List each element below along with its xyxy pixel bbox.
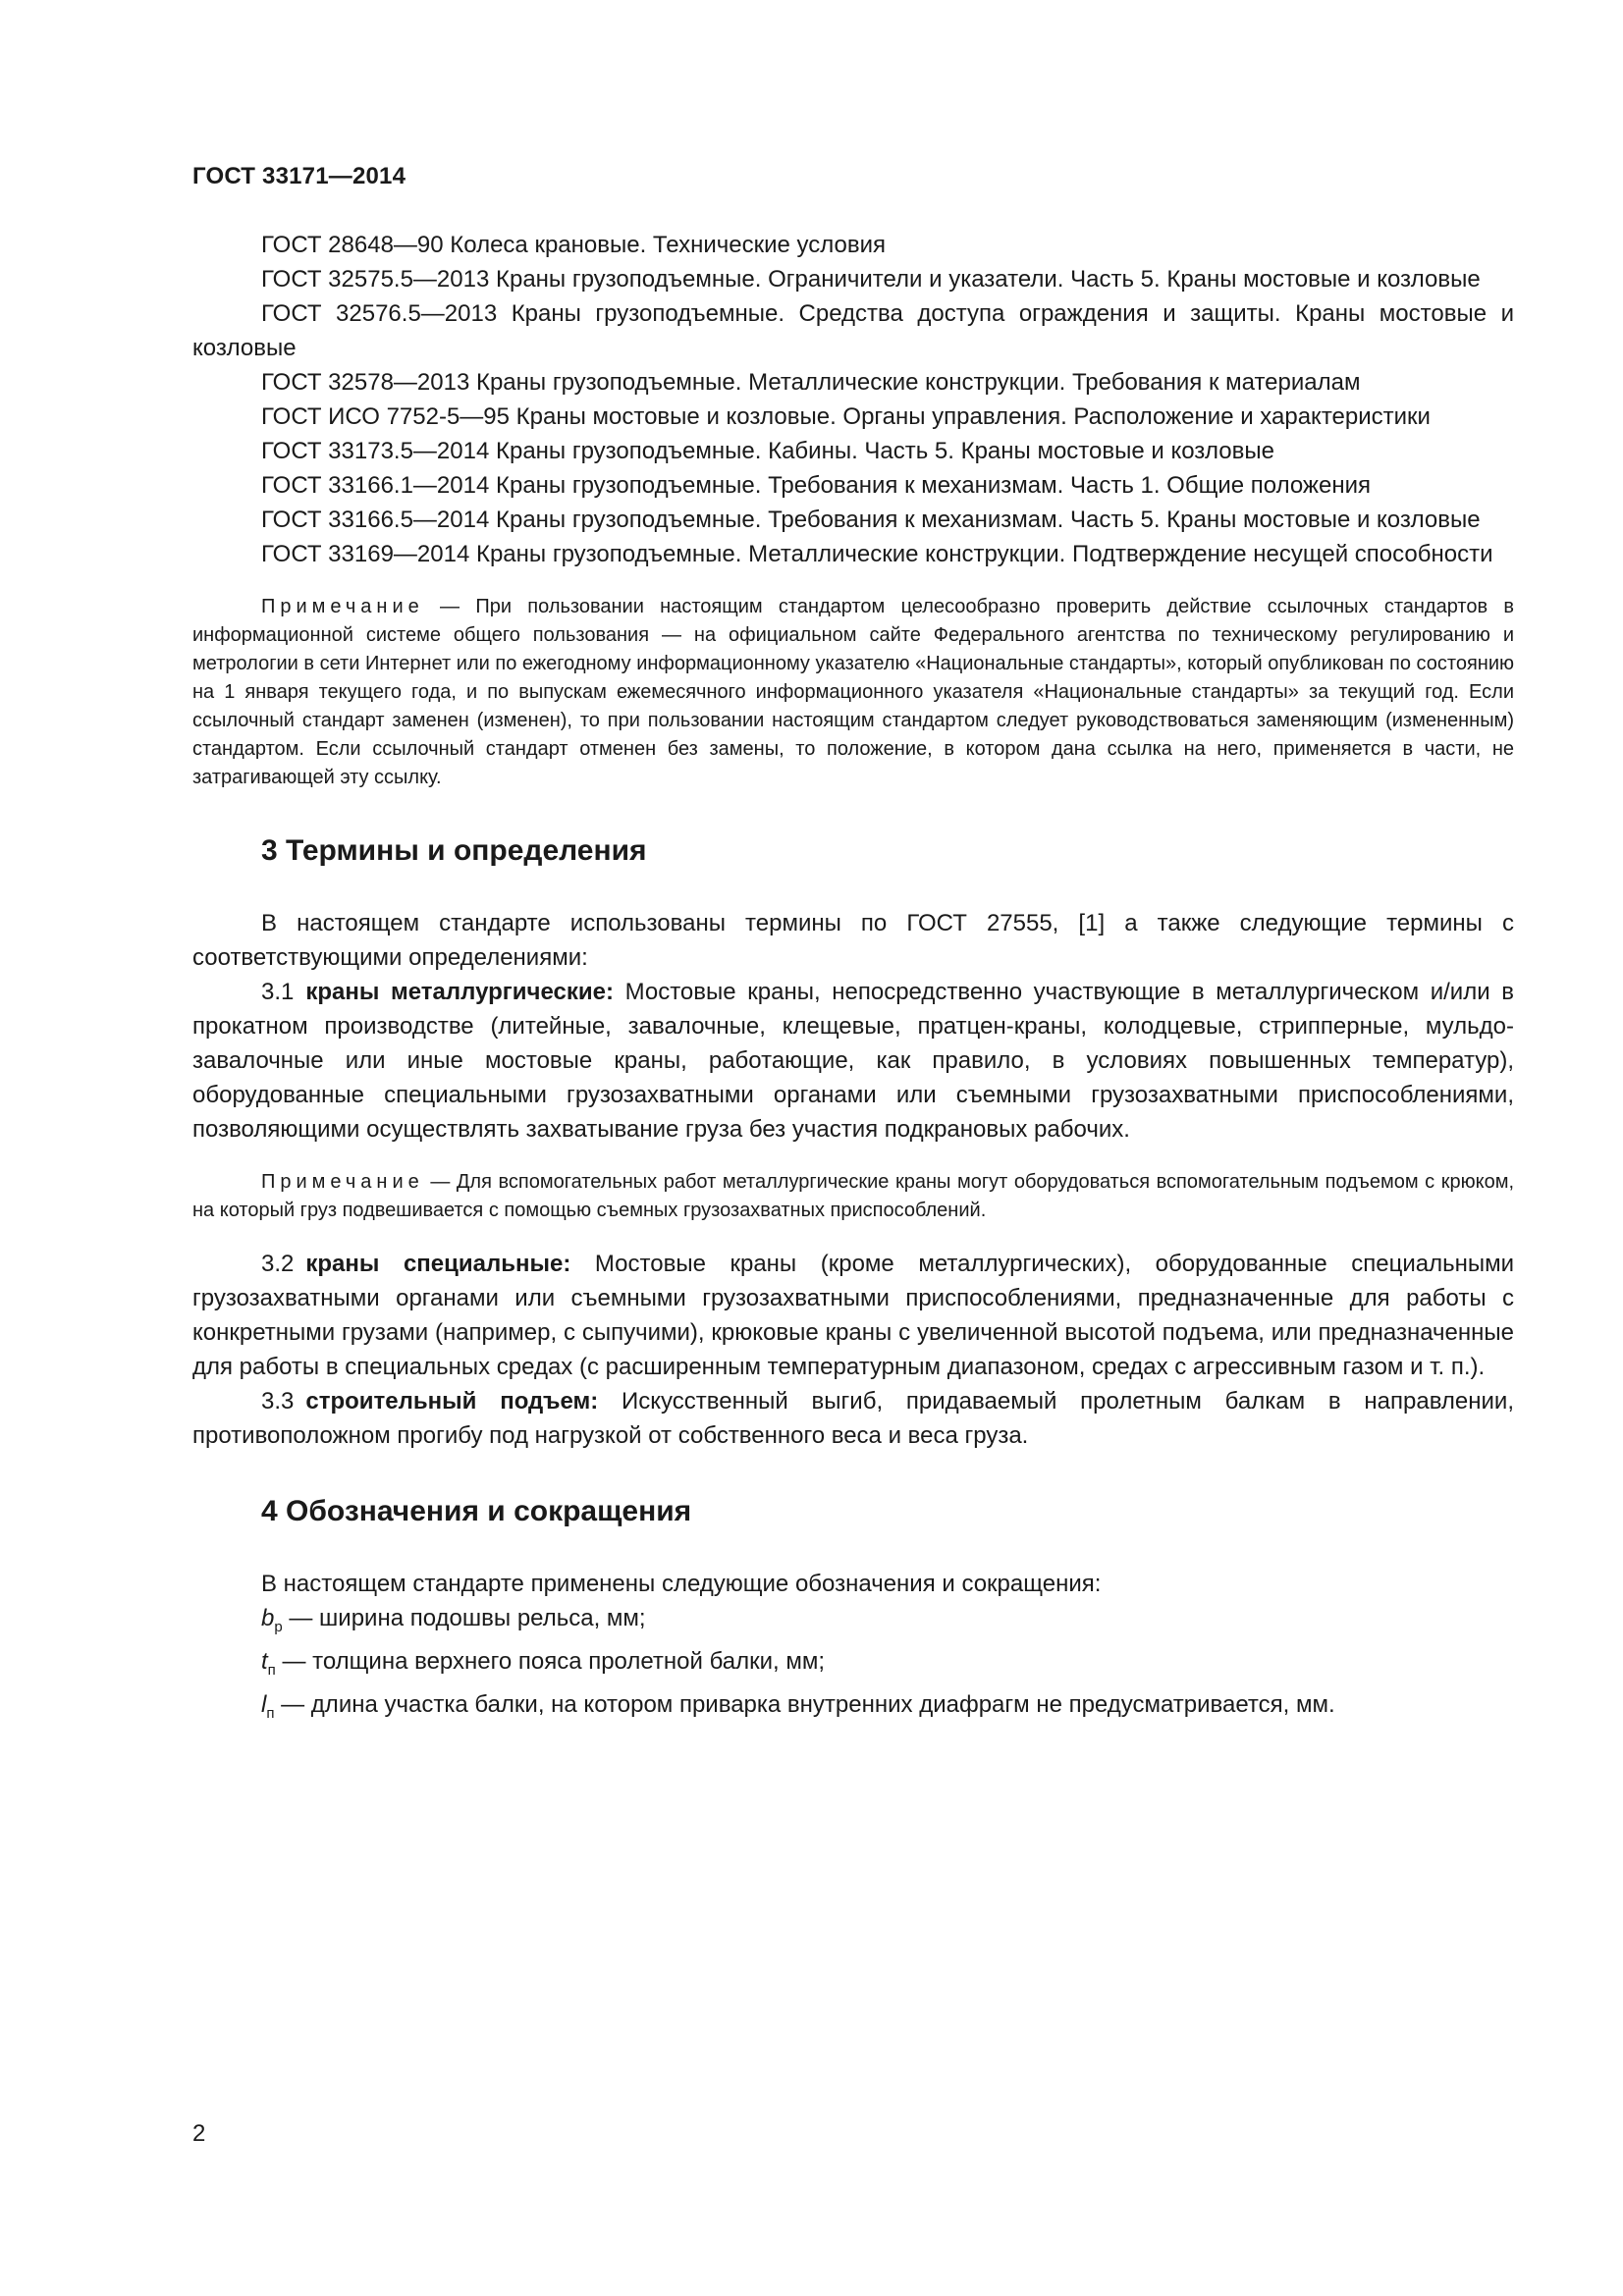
symbol: b [261,1605,275,1631]
symbol-subscript: п [266,1704,275,1722]
term-number: 3.3 [261,1388,295,1415]
symbol-subscript: п [267,1661,276,1679]
symbol-definition: — длина участка балки, на котором приварка внутренних диафрагм не предусматривается, мм. [274,1690,1335,1718]
section-3-title: 3 Термины и определения [261,834,647,867]
reference-item: ГОСТ 32576.5—2013 Краны грузоподъемные. Средства доступа ограждения и защиты. Краны мостовые и козловые [192,300,1514,361]
reference-item: ГОСТ 33166.1—2014 Краны грузоподъемные. Требования к механизмам. Часть 1. Общие положения [261,472,1371,499]
symbol-subscript: р [274,1618,283,1635]
reference-list [192,228,1514,571]
reference-item: ГОСТ 32575.5—2013 Краны грузоподъемные. Ограничители и указатели. Часть 5. Краны мостовые и козловые [261,266,1481,293]
term-3-1 [192,975,1514,1147]
reference-item: ГОСТ 33169—2014 Краны грузоподъемные. Металлические конструкции. Подтверждение несущей способности [261,541,1493,567]
term-definition: Мостовые краны (кроме металлургических), оборудованные специальными грузозахватными органами или съемными грузозахватными приспособлениями, предназначенные для работы с конкретными грузами (например, с сыпучими), крюковые краны с увеличенной высотой подъема, или предназначенные для работы в специальных средах (с расширенным температурным диапазоном, средах с агрессивным газом и т. п.). [192,1251,1514,1380]
reference-item: ГОСТ 28648—90 Колеса крановые. Технические условия [261,232,886,258]
term-definition: Мостовые краны, непосредственно участвующие в металлургическом и/или в прокатном производстве (литейные, завалочные, клещевые, пратцен-краны, колодцевые, стрипперные, мульдо-завалочные или иные мостовые краны, работающие, как правило, в условиях повышенных температур), оборудованные специальными грузозахватными органами или съемными грузозахватными приспособлениями, позволяющими осуществлять захватывание груза без участия подкрановых рабочих. [192,979,1514,1143]
term-number: 3.2 [261,1251,295,1277]
note-label: Примечание [261,596,424,617]
note-text: — При пользовании настоящим стандартом целесообразно проверить действие ссылочных стандартов в информационной системе общего пользования — на официальном сайте Федерального агентства по техническому регулированию и метрологии в сети Интернет или по ежегодному информационному указателю «Национальные стандарты», который опубликован по состоянию на 1 января текущего года, и по выпускам ежемесячного информационного указателя «Национальные стандарты» за текущий год. Если ссылочный стандарт заменен (изменен), то при пользовании настоящим стандартом следует руководствоваться заменяющим (измененным) стандартом. Если ссылочный стандарт отменен без замены, то положение, в котором дана ссылка на него, применяется в части, не затрагивающей эту ссылку. [192,596,1514,788]
symbol-item [261,1601,1514,1644]
term-name: строительный подъем: [305,1388,599,1415]
running-header: ГОСТ 33171—2014 [192,163,406,189]
page-number: 2 [192,2120,206,2147]
term-3-2 [192,1247,1514,1384]
reference-item: ГОСТ 32578—2013 Краны грузоподъемные. Металлические конструкции. Требования к материалам [261,369,1361,396]
symbol-item [261,1644,1514,1687]
reference-item: ГОСТ 33166.5—2014 Краны грузоподъемные. Требования к механизмам. Часть 5. Краны мостовые и козловые [261,507,1481,533]
reference-item: ГОСТ ИСО 7752-5—95 Краны мостовые и козловые. Органы управления. Расположение и характеристики [261,403,1431,430]
note-text: — Для вспомогательных работ металлургические краны могут оборудоваться вспомогательным подъемом с крюком, на который груз подвешивается с помощью съемных грузозахватных приспособлений. [192,1171,1514,1221]
section-4-intro: В настоящем стандарте применены следующие обозначения и сокращения: [261,1571,1102,1597]
symbol-definition: — толщина верхнего пояса пролетной балки, мм; [275,1647,826,1675]
section-3-intro: В настоящем стандарте использованы термины по ГОСТ 27555, [1] а также следующие термины с соответствующими определениями: [192,910,1514,971]
symbol: t [261,1647,268,1675]
term-definition: Искусственный выгиб, придаваемый пролетным балкам в направлении, противоположном прогибу под нагрузкой от собственного веса и веса груза. [192,1388,1514,1449]
term-name: краны металлургические: [305,979,614,1005]
symbol-item [261,1687,1514,1731]
page-body [192,228,1514,1730]
term-name: краны специальные: [305,1251,571,1277]
reference-item: ГОСТ 33173.5—2014 Краны грузоподъемные. Кабины. Часть 5. Краны мостовые и козловые [261,438,1274,464]
note-section-3 [192,1168,1514,1225]
term-number: 3.1 [261,979,295,1005]
note-references [192,593,1514,792]
note-label: Примечание [261,1171,424,1193]
section-4-title: 4 Обозначения и сокращения [261,1495,692,1527]
term-3-3 [192,1384,1514,1453]
symbol-definition: — ширина подошвы рельса, мм; [282,1605,646,1631]
symbol: l [261,1690,267,1718]
